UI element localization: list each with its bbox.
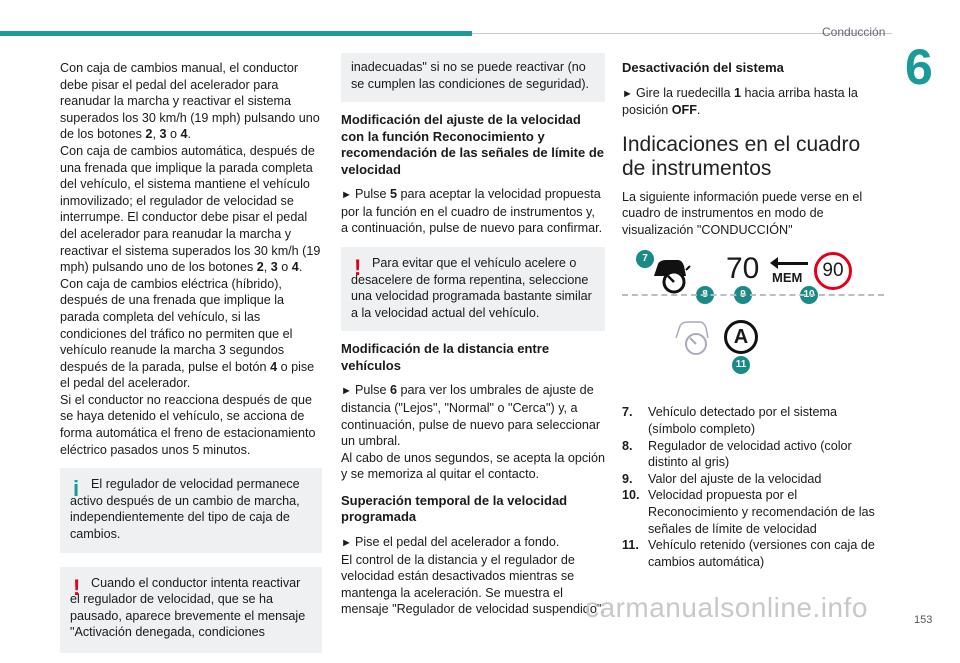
- paragraph: ► Gire la ruedecilla 1 hacia arriba hasta la posición OFF.: [622, 85, 858, 118]
- cruise-vehicle-grey-icon: [672, 318, 716, 358]
- paragraph: La siguiente información puede verse en el cuadro de instrumentos en modo de visualización "CONDUCCIÓN": [622, 189, 863, 237]
- instrument-figure: [622, 250, 887, 390]
- set-speed-value: 70: [726, 252, 760, 286]
- badge-9: 9: [734, 286, 752, 304]
- arrow-icon: ►: [341, 189, 355, 202]
- column-2: [341, 53, 605, 618]
- mem-arrow-head: [770, 257, 778, 269]
- arrow-icon: ►: [622, 87, 636, 100]
- paragraph: Al cabo de unos segundos, se acepta la opción y se memoriza al quitar el contacto.: [341, 450, 605, 482]
- paragraph: El control de la distancia y el regulador de velocidad están desactivados mientras se mantenga la aceleración. Se muestra el mensaje "Regulador de velocidad suspendido".: [341, 552, 605, 617]
- column-3: [622, 60, 887, 570]
- heading: Modificación de la distancia entre vehículos: [341, 341, 550, 373]
- list-item: 10. Velocidad propuesta por el Reconocimiento y recomendación de las señales de límite de velocidad: [622, 488, 875, 536]
- warning-icon: !: [73, 574, 81, 600]
- mem-label: MEM: [772, 270, 803, 286]
- arrow-icon: ►: [341, 536, 355, 549]
- cruise-vehicle-icon: [650, 256, 694, 296]
- heading: Superación temporal de la velocidad programada: [341, 492, 568, 525]
- header-accent-bar: [0, 31, 472, 36]
- chapter-number: 6: [905, 39, 933, 95]
- list-item: 11. Vehículo retenido (versiones con caja de cambios automática): [622, 538, 875, 569]
- legend-list: [622, 404, 887, 570]
- mem-arrow-icon: [774, 262, 808, 265]
- arrow-icon: ►: [341, 385, 355, 398]
- watermark: carmanualsonline.info: [585, 592, 868, 623]
- warning-icon: !: [354, 254, 362, 280]
- warning-box: [341, 247, 605, 331]
- paragraph: ► Pulse 6 para ver los umbrales de ajuste de distancia ("Lejos", "Normal" o "Cerca") y, a continuación, pulse de nuevo para seleccionar un umbral.: [341, 383, 601, 449]
- dashed-divider: [622, 294, 884, 296]
- paragraph: Si el conductor no reacciona después de que se haya detenido el vehículo, se acciona de forma automática el freno de estacionamiento eléctrico pasados unos 5 minutos.: [60, 392, 316, 457]
- list-item: 7. Vehículo detectado por el sistema (símbolo completo): [622, 405, 838, 437]
- paragraph: Con caja de cambios manual, el conductor debe pisar el pedal del acelerador para reanudar la marcha y reactivar el sistema superados los 30 km/h (19 mph) pulsando uno de los botones 2, 3 o 4.: [60, 61, 320, 142]
- heading: Modificación del ajuste de la velocidad con la función Reconocimiento y recomendación de las señales de límite de velocidad: [341, 112, 604, 177]
- info-icon: i: [73, 476, 80, 502]
- warning-text: inadecuadas" si no se puede reactivar (no se cumplen las condiciones de seguridad).: [351, 60, 590, 91]
- badge-8: 8: [696, 286, 714, 304]
- badge-11: 11: [732, 356, 750, 374]
- section-title: Conducción: [822, 25, 886, 39]
- warning-box-continued: [341, 53, 605, 102]
- info-box: [60, 468, 322, 552]
- paragraph: Con caja de cambios automática, después de una frenada que implique la parada completa del vehículo, el sistema mantiene el vehículo inmovilizado; el regulador de velocidad se interrumpe. El conductor debe pisar el pedal del acelerador para reanudar la marcha y reactivar el sistema superados los 30 km/h (19 mph) pulsando uno de los botones 2, 3 o 4.: [60, 143, 321, 275]
- warning-text: Para evitar que el vehículo acelere o desacelere de forma repentina, seleccione una velocidad programada bastante similar a la velocidad actual del vehículo.: [351, 255, 592, 320]
- paragraph: ► Pise el pedal del acelerador a fondo.: [341, 534, 560, 549]
- info-text: El regulador de velocidad permanece activo después de un cambio de marcha, independientemente del tipo de caja de cambios.: [70, 477, 300, 542]
- badge-10: 10: [800, 286, 818, 304]
- section-heading: Indicaciones en el cuadro de instrumentos: [622, 132, 861, 180]
- paragraph: ► Pulse 5 para aceptar la velocidad propuesta por la función en el cuadro de instrumentos y, a continuación, pulse de nuevo para confirmar.: [341, 187, 603, 236]
- speed-limit-sign: 90: [814, 252, 852, 290]
- heading: Desactivación del sistema: [622, 60, 784, 75]
- column-1: [60, 60, 322, 663]
- warning-text: Cuando el conductor intenta reactivar el regulador de velocidad, que se ha pausado, aparece brevemente el mensaje "Activación denegada, condiciones: [70, 575, 306, 640]
- auto-hold-icon: A: [724, 320, 758, 354]
- paragraph: Con caja de cambios eléctrica (híbrido), después de una frenada que implique la parada completa del vehículo, si las condiciones del tráfico no permiten que el vehículo reanude la marcha 3 segundos después de la parada, pulse el botón 4 o pise el pedal del acelerador.: [60, 276, 315, 391]
- warning-box: [60, 567, 322, 653]
- list-item: 8. Regulador de velocidad activo (color distinto al gris): [622, 438, 852, 470]
- badge-7: 7: [636, 250, 654, 268]
- page-number: 153: [914, 614, 933, 626]
- list-item: 9. Valor del ajuste de la velocidad: [622, 471, 822, 486]
